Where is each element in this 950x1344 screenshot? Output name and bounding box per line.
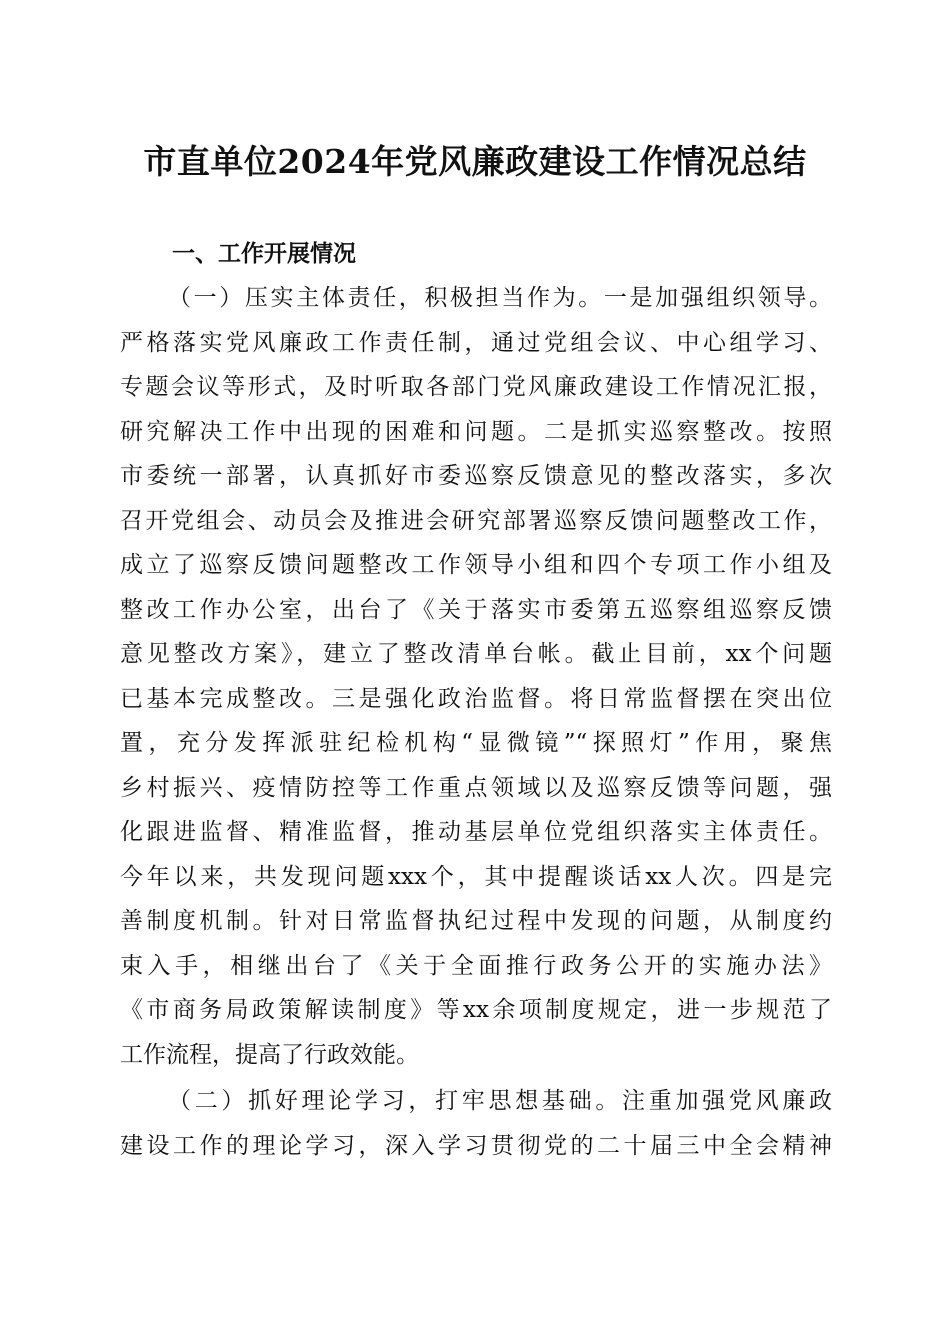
text-line: 专题会议等形式，及时听取各部门党风廉政建设工作情况汇报， xyxy=(120,374,832,400)
paragraph-1-line-1-rest: 一是加强组织领导。 xyxy=(603,285,833,311)
text-line: 市委统一部署，认真抓好市委巡察反馈意见的整改落实，多次 xyxy=(120,463,832,489)
text-line: 善制度机制。针对日常监督执纪过程中发现的问题，从制度约 xyxy=(120,908,832,934)
text-line: 召开党组会、动员会及推进会研究部署巡察反馈问题整改工作， xyxy=(120,507,832,534)
paragraph-2 xyxy=(120,1079,832,1168)
text-line: 置，充分发挥派驻纪检机构“显微镜”“探照灯”作用，聚焦 xyxy=(120,730,832,756)
text-line: 《市商务局政策解读制度》等xx余项制度规定，进一步规范了 xyxy=(120,997,832,1023)
text-line: 意见整改方案》，建立了整改清单台帐。截止目前，xx个问题 xyxy=(120,641,832,667)
section-heading: 一、工作开展情况 xyxy=(172,241,356,267)
text-line: 研究解决工作中出现的困难和问题。二是抓实巡察整改。按照 xyxy=(120,418,832,445)
paragraph-1-line-1 xyxy=(120,276,832,321)
text-line: 工作流程，提高了行政效能。 xyxy=(120,1041,419,1068)
text-line: 化跟进监督、精准监督，推动基层单位党组织落实主体责任。 xyxy=(120,819,832,845)
text-line: 已基本完成整改。三是强化政治监督。将日常监督摆在突出位 xyxy=(120,685,832,712)
text-line: 建设工作的理论学习，深入学习贯彻党的二十届三中全会精神 xyxy=(120,1132,832,1159)
text-line: 严格落实党风廉政工作责任制，通过党组会议、中心组学习、 xyxy=(120,329,832,356)
text-line: 乡村振兴、疫情防控等工作重点领域以及巡察反馈等问题，强 xyxy=(120,774,832,801)
paragraph-2-line-1 xyxy=(120,1079,832,1124)
paragraph-1-lead: （一）压实主体责任，积极担当作为。 xyxy=(168,285,604,311)
paragraph-2-line-1-rest: 注重加强党风廉政 xyxy=(622,1088,833,1114)
paragraph-2-lead: （二）抓好理论学习，打牢思想基础。 xyxy=(168,1088,623,1114)
text-line: 今年以来，共发现问题xxx个，其中提醒谈话xx人次。四是完 xyxy=(120,863,832,890)
paragraph-1 xyxy=(120,276,832,1077)
text-line: 成立了巡察反馈问题整改工作领导小组和四个专项工作小组及 xyxy=(120,552,832,578)
text-line: 束入手，相继出台了《关于全面推行政务公开的实施办法》 xyxy=(120,952,832,979)
document-title: 市直单位2024年党风廉政建设工作情况总结 xyxy=(143,142,807,181)
text-line: 整改工作办公室，出台了《关于落实市委第五巡察组巡察反馈 xyxy=(120,596,832,623)
